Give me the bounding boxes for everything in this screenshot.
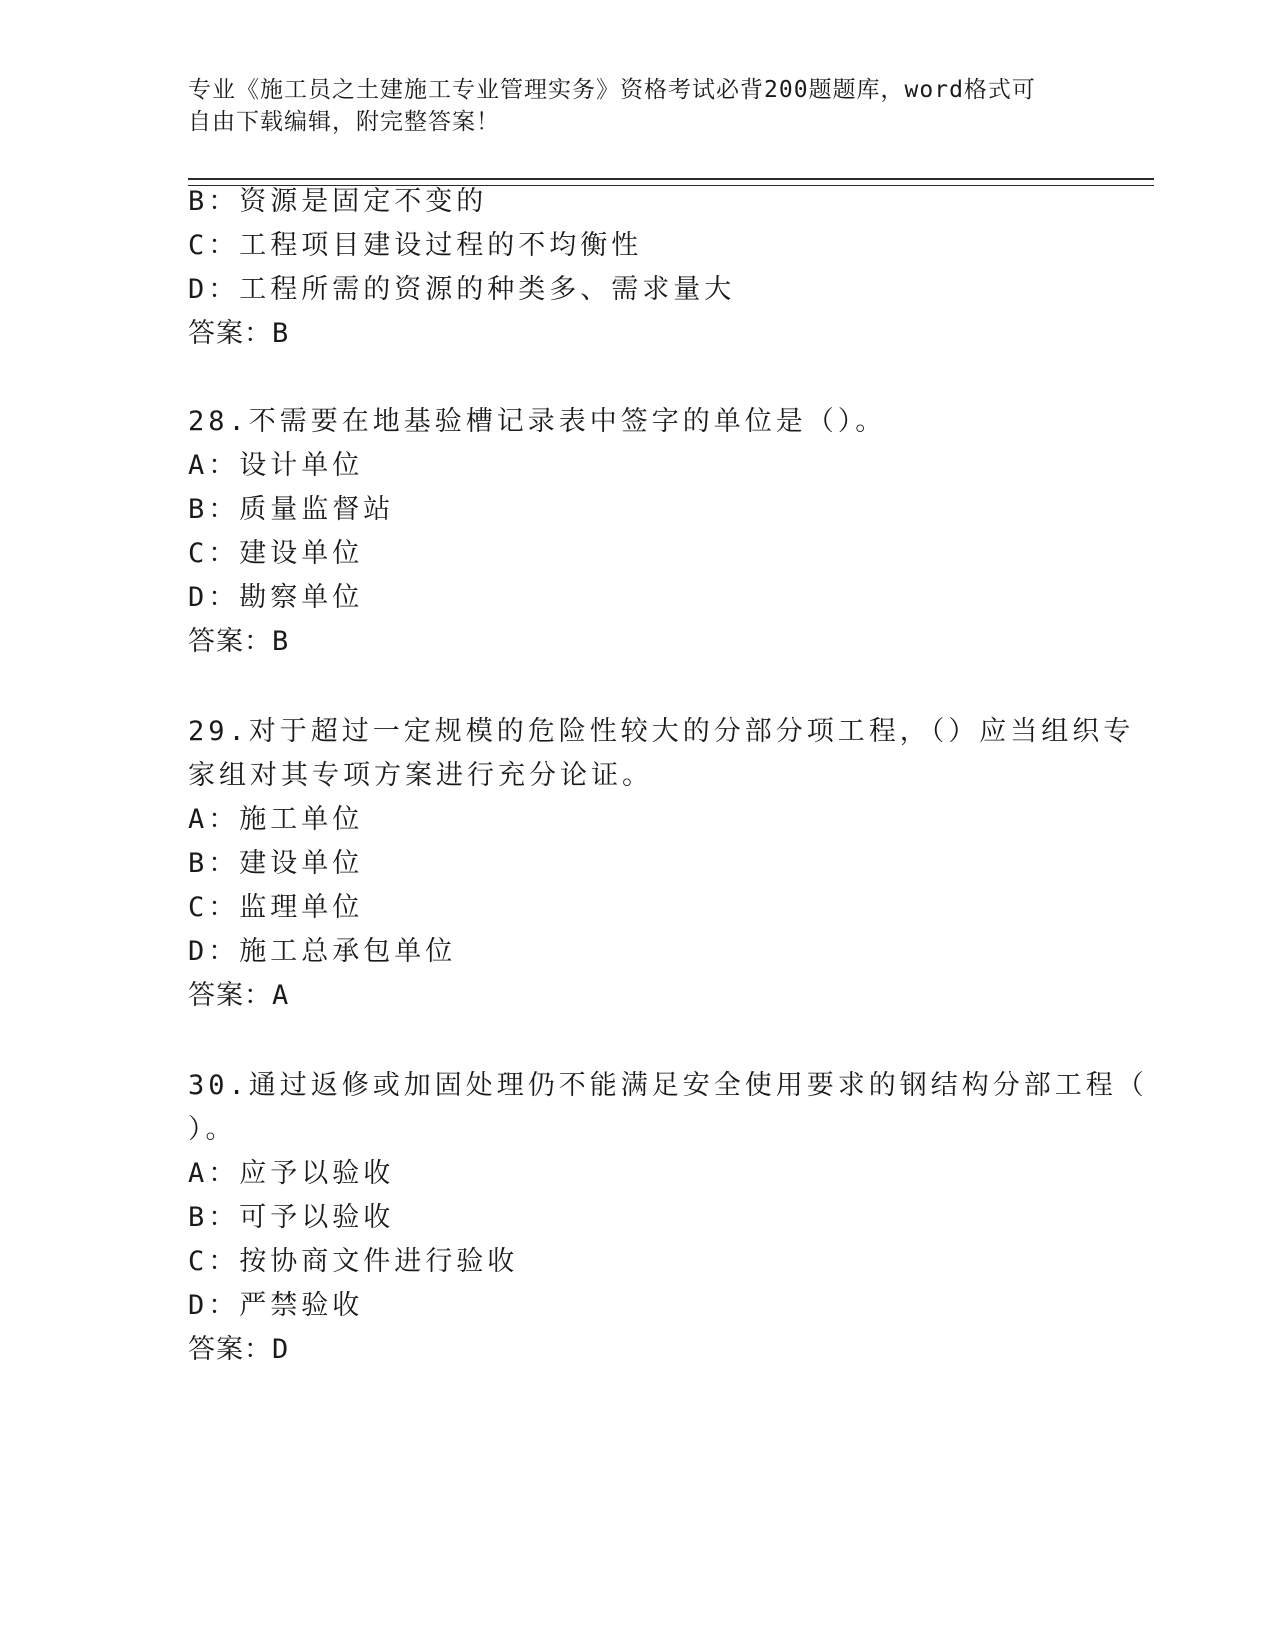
option-d: D：严禁验收 xyxy=(188,1290,364,1321)
option-b: B：资源是固定不变的 xyxy=(188,186,488,217)
answer: 答案：A xyxy=(188,980,290,1011)
option-d: D：勘察单位 xyxy=(188,582,364,613)
document-header xyxy=(188,74,1068,138)
answer: 答案：B xyxy=(188,318,290,349)
answer: 答案：B xyxy=(188,626,290,657)
question-stem: 28.不需要在地基验槽记录表中签字的单位是（）。 xyxy=(188,406,887,437)
question-stem: 30.通过返修或加固处理仍不能满足安全使用要求的钢结构分部工程（ xyxy=(188,1070,1148,1101)
answer: 答案：D xyxy=(188,1334,290,1365)
option-a: A：设计单位 xyxy=(188,450,364,481)
option-c: C：工程项目建设过程的不均衡性 xyxy=(188,230,643,261)
option-c: C：监理单位 xyxy=(188,892,364,923)
question-stem: 29.对于超过一定规模的危险性较大的分部分项工程，（）应当组织专 xyxy=(188,716,1135,747)
option-c: C：按协商文件进行验收 xyxy=(188,1246,519,1277)
question-stem-continued: ）。 xyxy=(188,1114,237,1145)
option-d: D：施工总承包单位 xyxy=(188,936,457,967)
header-line-2: 自由下载编辑，附完整答案！ xyxy=(188,109,500,135)
option-b: B：质量监督站 xyxy=(188,494,395,525)
option-a: A：施工单位 xyxy=(188,804,364,835)
header-line-1: 专业《施工员之土建施工专业管理实务》资格考试必背200题题库，word格式可 xyxy=(188,77,1036,103)
question-stem-continued: 家组对其专项方案进行充分论证。 xyxy=(188,760,653,791)
option-c: C：建设单位 xyxy=(188,538,364,569)
option-b: B：可予以验收 xyxy=(188,1202,395,1233)
option-b: B：建设单位 xyxy=(188,848,364,879)
option-a: A：应予以验收 xyxy=(188,1158,395,1189)
option-d: D：工程所需的资源的种类多、需求量大 xyxy=(188,274,736,305)
